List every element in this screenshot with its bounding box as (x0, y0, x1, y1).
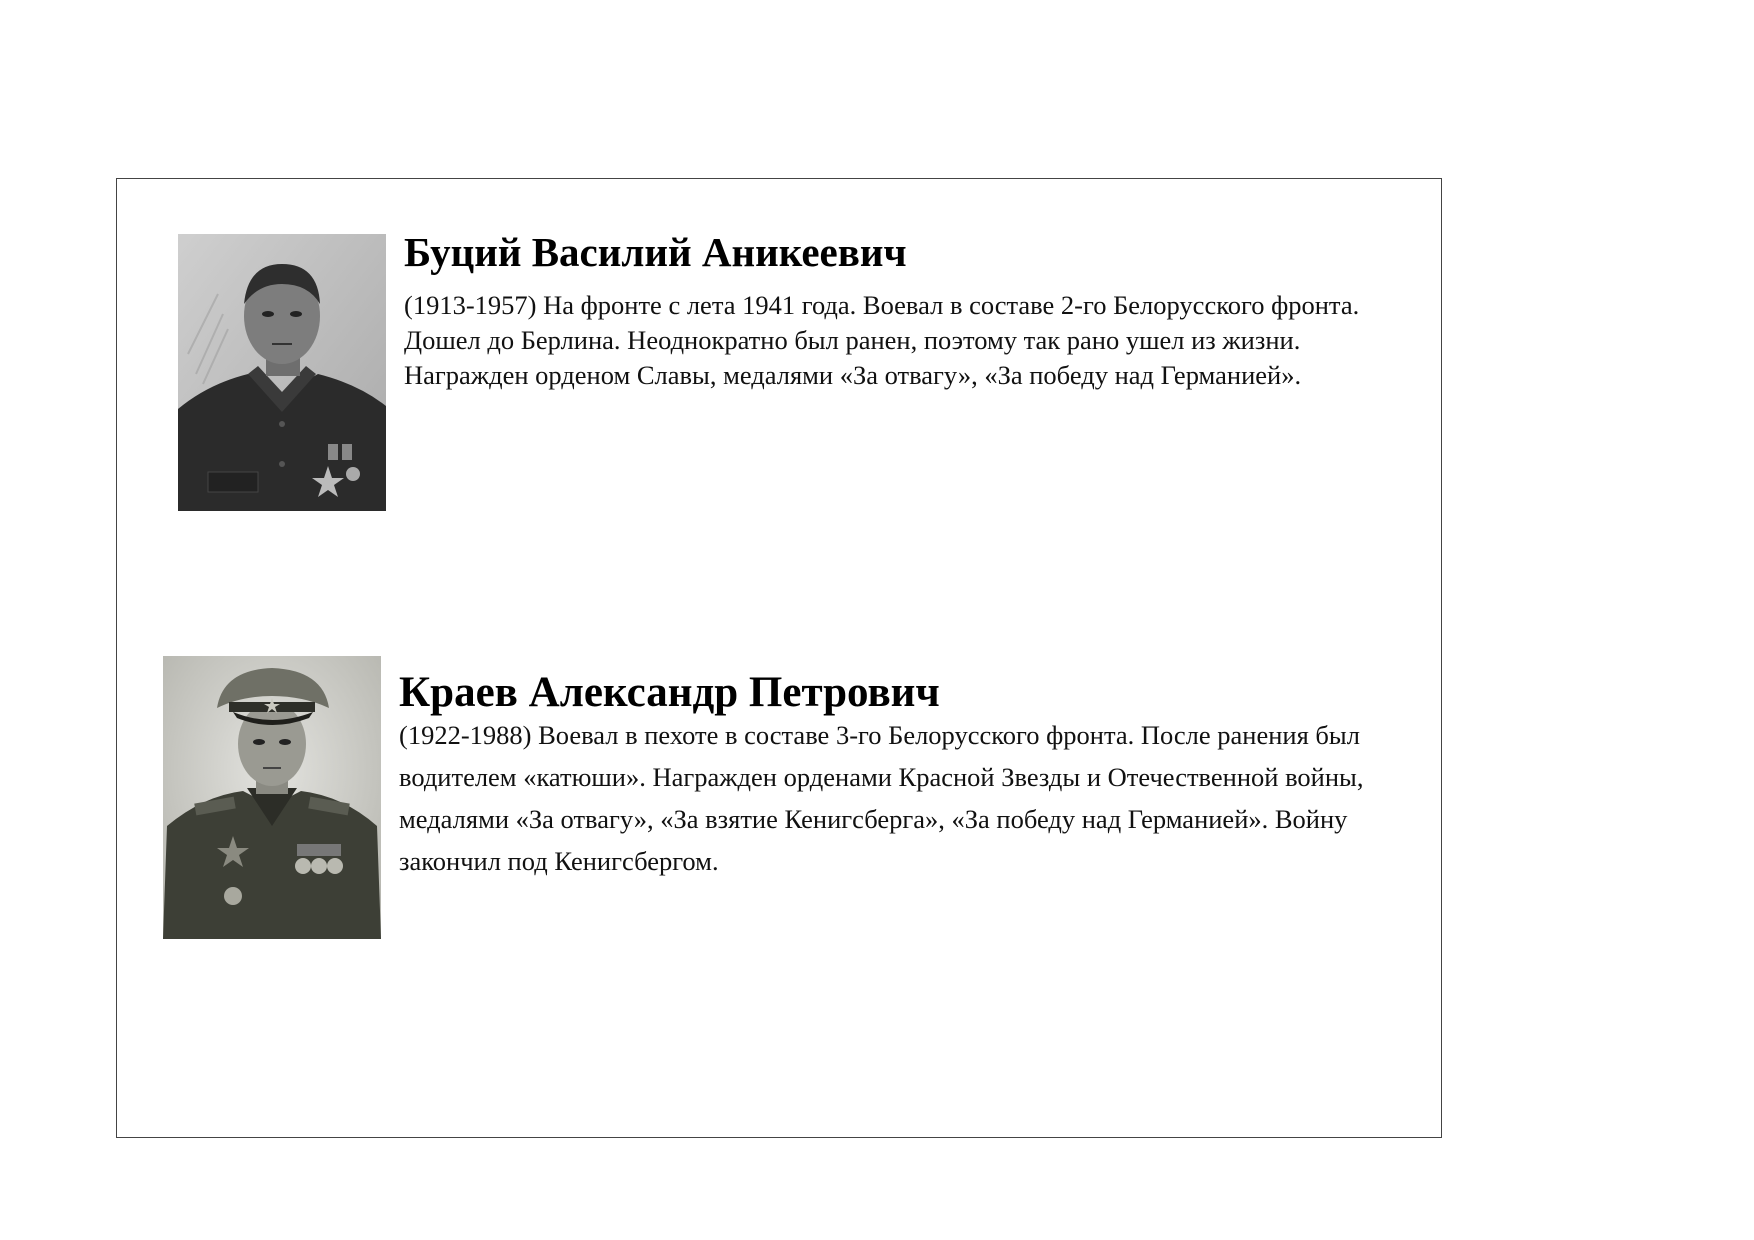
veteran-bio-1: (1913-1957) На фронте с лета 1941 года. Воевал в составе 2-го Белорусского фронта. Дошел до Берлина. Неоднократно был ранен, поэтому так рано ушел из жизни. Награжден орденом Славы, медалями «За отвагу», «За победу над Германией». (404, 290, 1360, 390)
veteran-name-2: Краев Александр Петрович (399, 669, 940, 716)
veteran-name-1: Буций Василий Аникеевич (404, 229, 907, 275)
portrait-photo-kraev (163, 656, 381, 939)
officer-portrait-icon (163, 656, 381, 939)
soldier-portrait-icon (178, 234, 386, 511)
veteran-bio-2: (1922-1988) Воевал в пехоте в составе 3-го Белорусского фронта. После ранения был водителем «катюши». Награжден орденами Красной Звезды и Отечественной войны, медалями «За отвагу», «За взятие Кенигсберга», «За победу над Германией». Войну закончил под Кенигсбергом. (399, 720, 1364, 876)
portrait-photo-butsiy (178, 234, 386, 511)
